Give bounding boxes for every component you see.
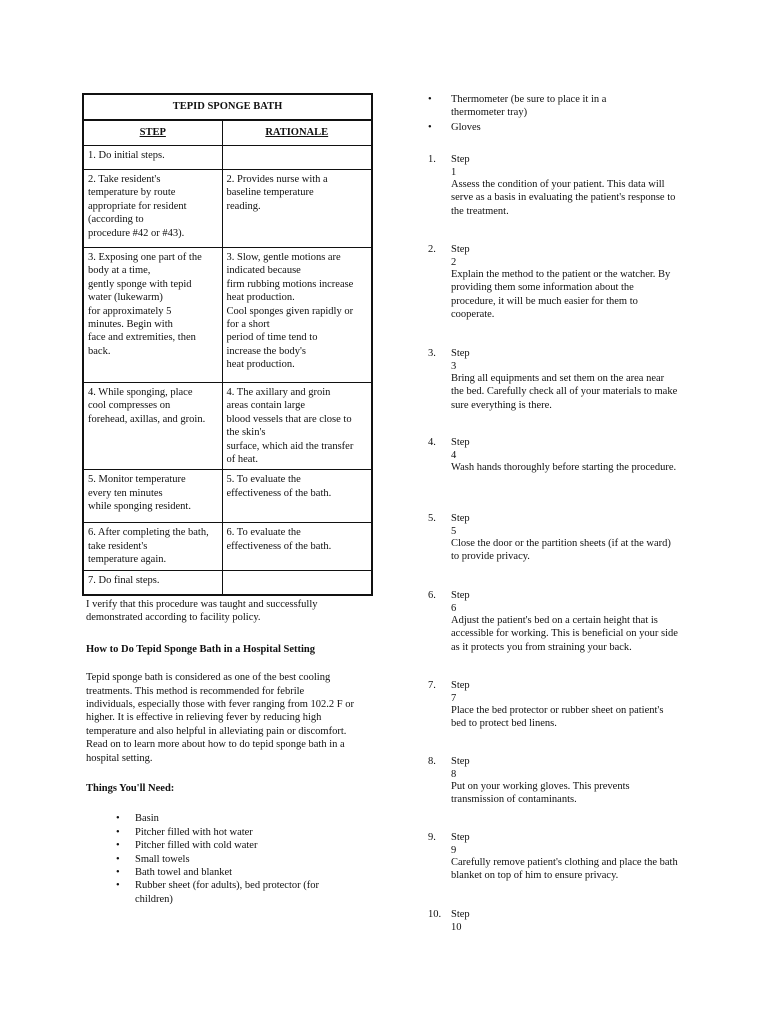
table-row: [83, 146, 372, 170]
step-number: 6.: [428, 590, 436, 601]
list-item: • Pitcher filled with hot water: [116, 826, 345, 839]
step-line: while sponging resident.: [88, 501, 191, 513]
rationale-line: increase the body's: [226, 345, 306, 357]
verification-statement: I verify that this procedure was taught and successfully demonstrated according to facility policy.: [86, 598, 318, 624]
step-cell: [83, 383, 222, 470]
rationale-cell: [222, 571, 372, 595]
rationale-cell: [222, 470, 372, 523]
step-description: Close the door or the partition sheets (if at the ward) to provide privacy.: [451, 538, 671, 563]
table-row: [83, 571, 372, 595]
step-label: Step 6: [451, 590, 470, 615]
step-cell: [83, 146, 222, 170]
step-label: Step 1: [451, 154, 470, 179]
rationale-line: firm rubbing motions increase: [226, 278, 354, 290]
step-line: take resident's: [88, 540, 148, 552]
step-line: face and extremities, then: [88, 332, 196, 344]
step-line: 6. After completing the bath,: [88, 527, 209, 539]
rationale-cell: [222, 170, 372, 248]
step-label: Step 5: [451, 513, 470, 538]
step-number: 10.: [428, 909, 442, 920]
step-line: (according to: [88, 214, 144, 226]
step-cell: [83, 571, 222, 595]
step-line: 7. Do final steps.: [88, 575, 160, 587]
list-item: • Pitcher filled with cold water: [116, 839, 345, 852]
step-cell: [83, 523, 222, 571]
rationale-line: indicated because: [226, 265, 301, 277]
step-description: Put on your working gloves. This prevents transmission of contaminants.: [451, 781, 630, 806]
step-label: Step 7: [451, 680, 470, 705]
step-line: for approximately 5: [88, 305, 172, 317]
rationale-line: 3. Slow, gentle motions are: [226, 252, 341, 263]
step-line: forehead, axillas, and groin.: [88, 413, 206, 425]
step-label: Step 10: [451, 909, 470, 934]
rationale-line: effectiveness of the bath.: [226, 487, 332, 499]
step-description: Bring all equipments and set them on the area near the bed. Carefully check all of your materials to make sure everything is there.: [451, 373, 678, 411]
table-row: [83, 523, 372, 571]
step-number: 1.: [428, 154, 436, 165]
step-line: gently sponge with tepid: [88, 278, 192, 290]
list-item: • Thermometer (be sure to place it in a thermometer tray): [428, 93, 628, 120]
step-description: Assess the condition of your patient. This data will serve as a basis in evaluating the patient's response to the treatment.: [451, 179, 676, 217]
step-line: minutes. Begin with: [88, 319, 173, 331]
rationale-cell: [222, 383, 372, 470]
step-label: Step 2: [451, 244, 470, 269]
step-line: temperature by route: [88, 187, 176, 199]
column-header-step: STEP: [83, 120, 222, 146]
step-description: Adjust the patient's bed on a certain height that is accessible for working. This is beneficial on your side as it protects you from straining your back.: [451, 615, 678, 653]
step-line: every ten minutes: [88, 487, 163, 499]
list-item: • Rubber sheet (for adults), bed protector (for children): [116, 879, 345, 906]
list-item: • Gloves: [428, 121, 628, 134]
rationale-line: 2. Provides nurse with a: [226, 174, 328, 185]
step-number: 2.: [428, 244, 436, 255]
rationale-line: for a short: [226, 319, 270, 331]
rationale-line: of heat.: [226, 454, 258, 466]
table-body: [83, 146, 372, 595]
right-column: [428, 93, 688, 934]
rationale-line: 6. To evaluate the: [226, 527, 301, 539]
rationale-line: heat production.: [226, 359, 295, 371]
procedure-table: [82, 93, 373, 596]
needs-list: [82, 812, 372, 906]
table-row: [83, 383, 372, 470]
step-line: 2. Take resident's: [88, 174, 161, 185]
step-label: Step 9: [451, 832, 470, 857]
rationale-line: Cool sponges given rapidly or: [226, 305, 354, 317]
step-line: 1. Do initial steps.: [88, 150, 165, 161]
rationale-line: the skin's: [226, 427, 266, 439]
left-column: [82, 93, 372, 906]
table-title: TEPID SPONGE BATH: [83, 94, 372, 120]
step-description: Carefully remove patient's clothing and place the bath blanket on top of him to ensure privacy.: [451, 857, 678, 882]
table-row: [83, 248, 372, 383]
rationale-line: 4. The axillary and groin: [226, 387, 331, 398]
step-description: Place the bed protector or rubber sheet on patient's bed to protect bed linens.: [451, 705, 664, 730]
rationale-line: effectiveness of the bath.: [226, 540, 332, 552]
step-number: 3.: [428, 348, 436, 359]
rationale-cell: [222, 523, 372, 571]
step-label: Step 3: [451, 348, 470, 373]
list-item: • Bath towel and blanket: [116, 866, 345, 879]
step-line: appropriate for resident: [88, 200, 187, 212]
step-line: cool compresses on: [88, 400, 171, 412]
step-number: 8.: [428, 756, 436, 767]
step-number: 4.: [428, 437, 436, 448]
step-line: temperature again.: [88, 554, 167, 566]
step-description: Explain the method to the patient or the watcher. By providing them some information about the procedure, it will be much easier for them to cooperate.: [451, 269, 671, 321]
rationale-line: 5. To evaluate the: [226, 474, 301, 486]
howto-heading: How to Do Tepid Sponge Bath in a Hospital Setting: [86, 643, 316, 655]
column-header-rationale: RATIONALE: [222, 120, 372, 146]
step-number: 5.: [428, 513, 436, 524]
step-label: Step 8: [451, 756, 470, 781]
list-item: • Small towels: [116, 853, 345, 866]
step-cell: [83, 470, 222, 523]
rationale-line: baseline temperature: [226, 187, 314, 199]
rationale-line: heat production.: [226, 292, 295, 304]
intro-paragraph: Tepid sponge bath is considered as one of the best cooling treatments. This method is recommended for febrile individuals, especially those with fever ranging from 102.2 F or higher. It is effective in relieving fever by reducing high temperature and also helpful in alleviating pain or discomfort. Read on to learn more about how to do tepid sponge bath in a hospital setting.: [86, 672, 354, 764]
rationale-line: blood vessels that are close to: [226, 413, 352, 425]
rationale-line: surface, which aid the transfer: [226, 440, 354, 452]
step-label: Step 4: [451, 437, 470, 462]
rationale-line: period of time tend to: [226, 332, 318, 344]
supplies-list-continued: [428, 93, 628, 134]
step-line: back.: [88, 345, 111, 357]
step-description: Wash hands thoroughly before starting the procedure.: [451, 462, 677, 473]
table-row: [83, 170, 372, 248]
table-row: [83, 470, 372, 523]
step-number: 7.: [428, 680, 436, 691]
list-item: • Basin: [116, 812, 345, 825]
rationale-line: areas contain large: [226, 400, 306, 412]
step-line: body at a time,: [88, 265, 151, 277]
step-line: 5. Monitor temperature: [88, 474, 186, 486]
step-cell: [83, 248, 222, 383]
step-line: 3. Exposing one part of the: [88, 252, 202, 263]
rationale-line: reading.: [226, 200, 261, 212]
step-cell: [83, 170, 222, 248]
step-line: water (lukewarm): [88, 292, 163, 304]
rationale-cell: [222, 146, 372, 170]
rationale-cell: [222, 248, 372, 383]
step-line: procedure #42 or #43).: [88, 227, 185, 239]
needs-heading: Things You'll Need:: [86, 783, 175, 794]
step-line: 4. While sponging, place: [88, 387, 193, 398]
step-number: 9.: [428, 832, 436, 843]
